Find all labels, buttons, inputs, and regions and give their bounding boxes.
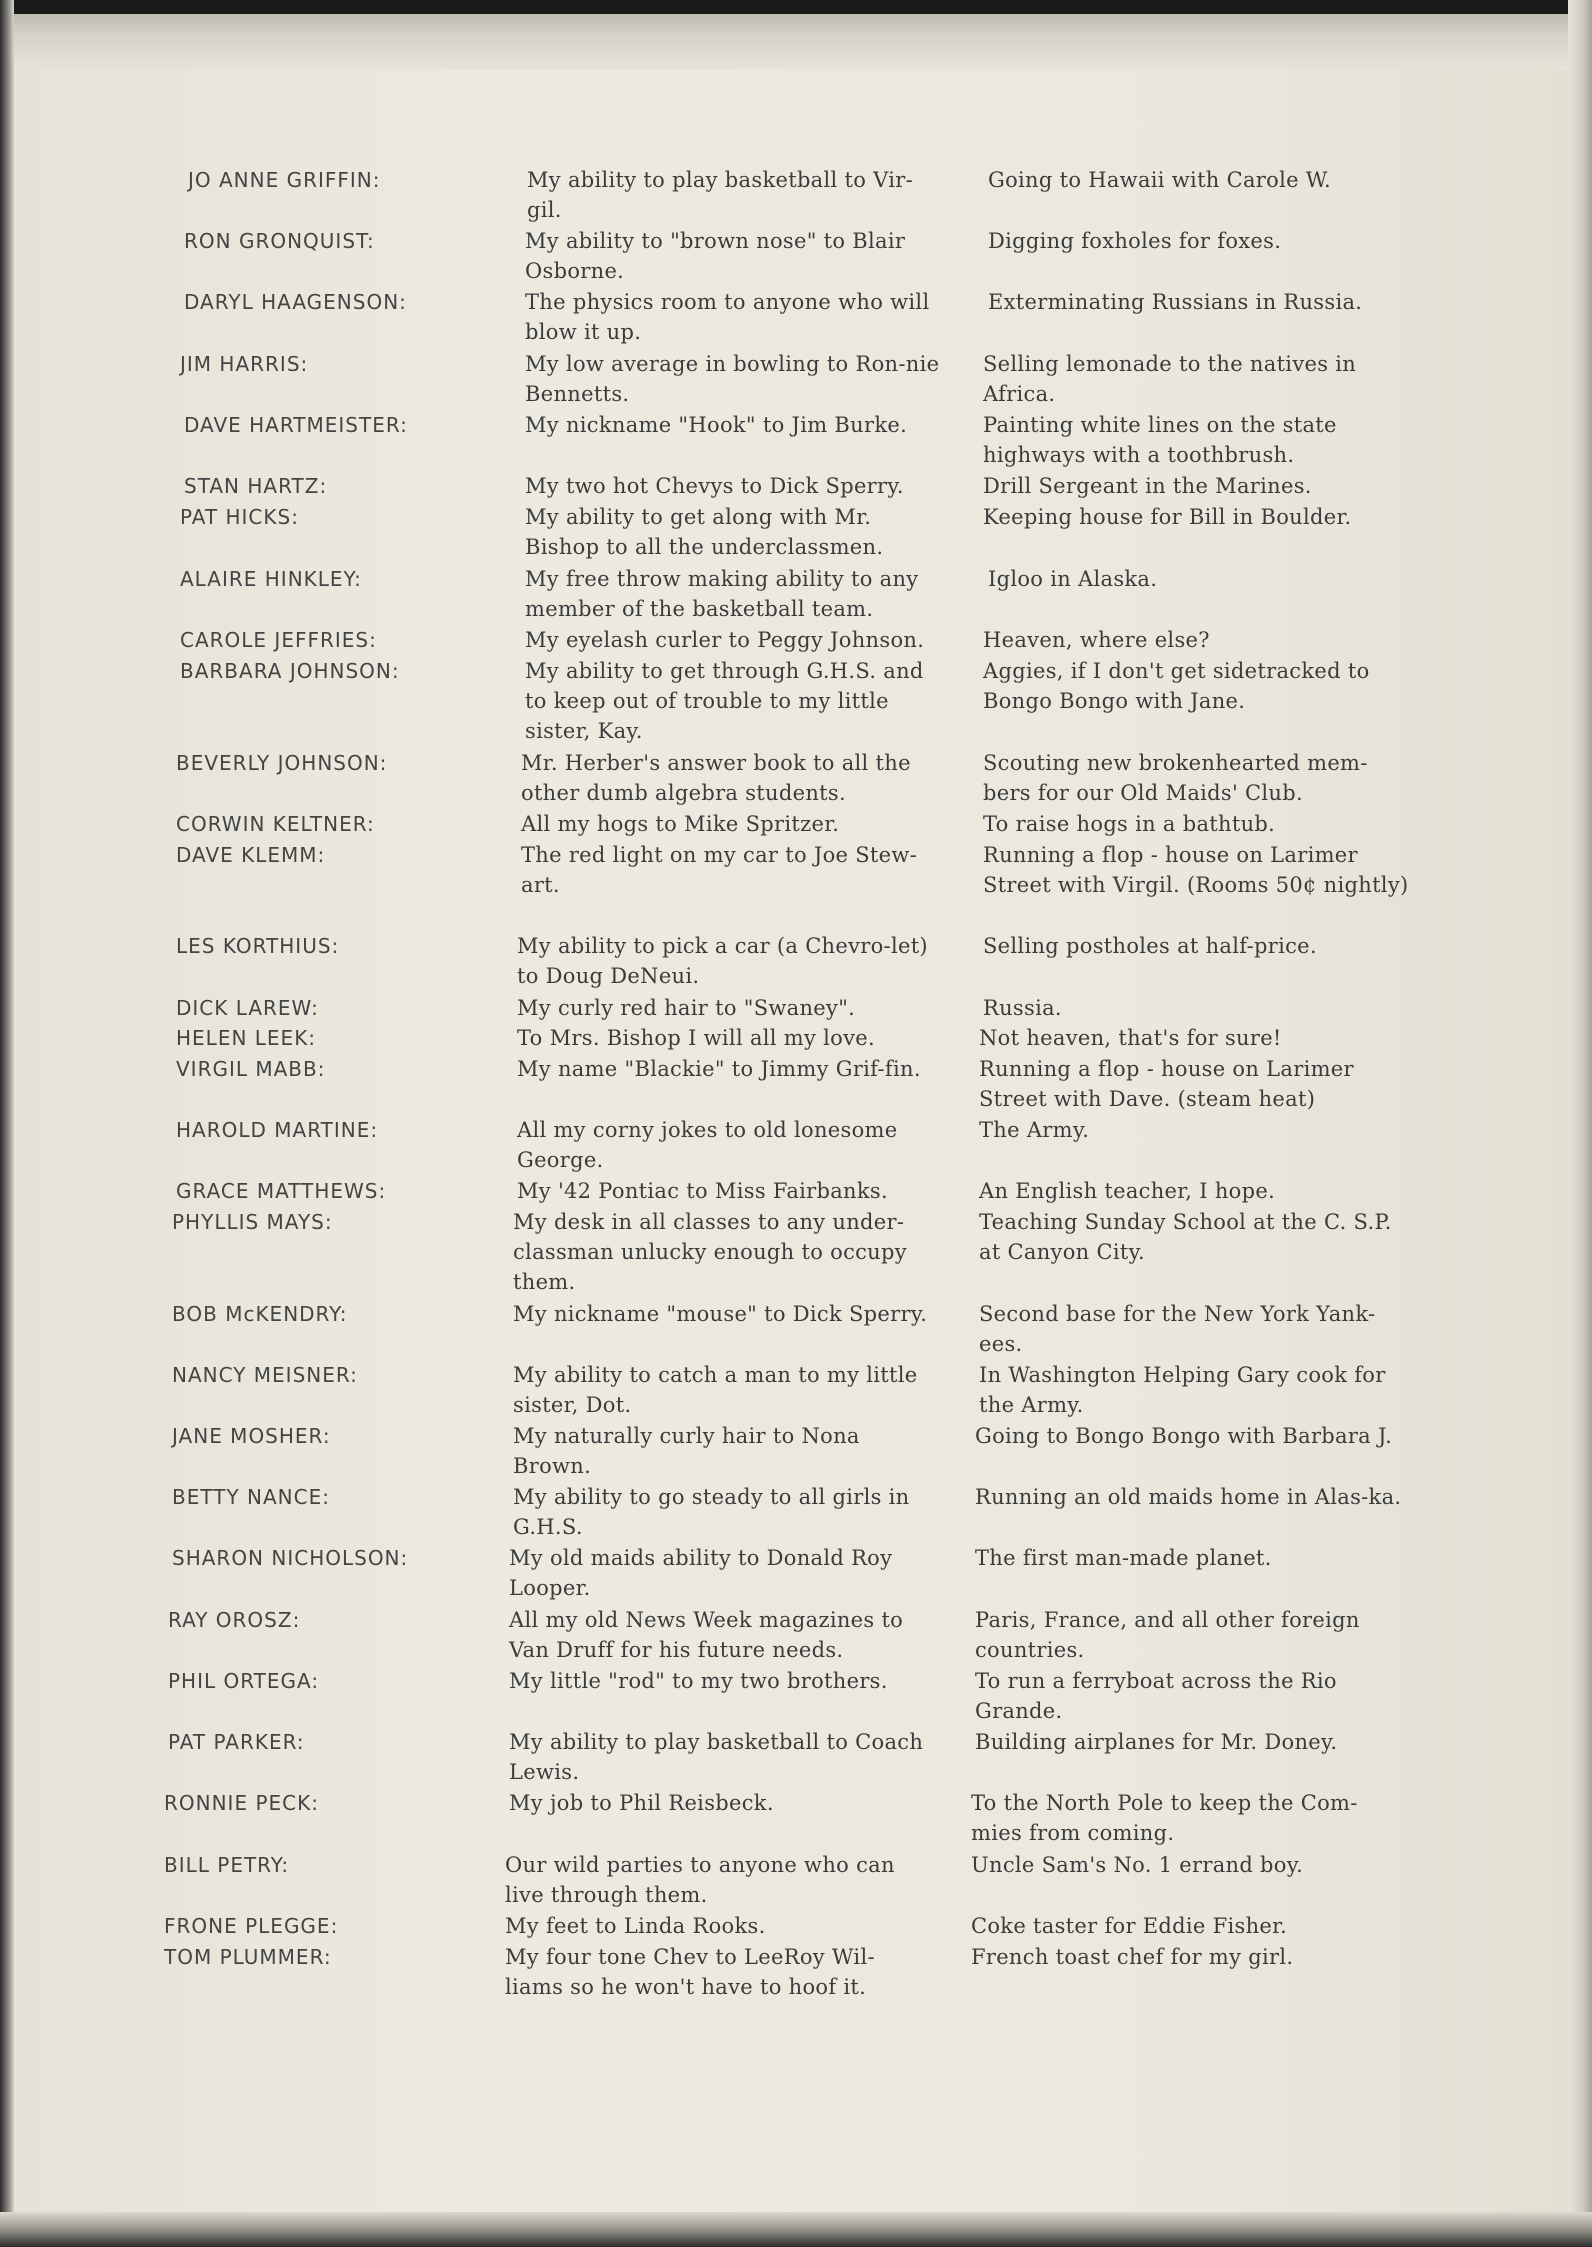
future-text: Running an old maids home in Alas-ka. [975, 1485, 1402, 1509]
future-text: Paris, France, and all other foreign countries. [975, 1608, 1360, 1662]
will-text: My naturally curly hair to Nona Brown. [513, 1424, 860, 1478]
future-text: To raise hogs in a bathtub. [983, 812, 1276, 836]
student-name: LES KORTHIUS: [176, 934, 340, 958]
student-name: STAN HARTZ: [184, 474, 328, 498]
will-text: My ability to get along with Mr. Bishop to all the underclassmen. [525, 505, 884, 559]
future-text: The first man-made planet. [975, 1546, 1272, 1570]
will-text: My name "Blackie" to Jimmy Grif-fin. [517, 1057, 921, 1081]
student-name: PAT HICKS: [180, 505, 299, 529]
student-name: RAY OROSZ: [168, 1608, 301, 1632]
will-text: The red light on my car to Joe Stew-art. [521, 843, 918, 897]
will-text: All my old News Week magazines to Van Druff for his future needs. [509, 1608, 904, 1662]
student-name: JANE MOSHER: [172, 1424, 331, 1448]
student-name: PHIL ORTEGA: [168, 1669, 320, 1693]
future-text: Second base for the New York Yank-ees. [979, 1302, 1376, 1356]
future-text: Drill Sergeant in the Marines. [983, 474, 1312, 498]
will-text: My old maids ability to Donald Roy Looper. [509, 1546, 893, 1600]
will-text: My job to Phil Reisbeck. [509, 1791, 774, 1815]
student-name: BEVERLY JOHNSON: [176, 751, 388, 775]
will-text: My nickname "mouse" to Dick Sperry. [513, 1302, 928, 1326]
future-text: Scouting new brokenhearted mem-bers for our Old Maids' Club. [983, 751, 1368, 805]
will-text: My feet to Linda Rooks. [505, 1914, 766, 1938]
student-name: VIRGIL MABB: [176, 1057, 326, 1081]
future-text: Igloo in Alaska. [988, 567, 1158, 591]
student-name: DAVE HARTMEISTER: [184, 413, 408, 437]
will-text: Our wild parties to anyone who can live through them. [505, 1853, 895, 1907]
will-text: My ability to play basketball to Vir-gil. [527, 168, 914, 222]
will-text: My nickname "Hook" to Jim Burke. [525, 413, 908, 437]
will-text: Mr. Herber's answer book to all the other dumb algebra students. [521, 751, 911, 805]
future-text: French toast chef for my girl. [971, 1945, 1294, 1969]
will-text: My four tone Chev to LeeRoy Wil-liams so he won't have to hoof it. [505, 1945, 875, 1999]
will-text: My low average in bowling to Ron-nie Bennetts. [525, 352, 940, 406]
future-text: Building airplanes for Mr. Doney. [975, 1730, 1338, 1754]
student-name: GRACE MATTHEWS: [176, 1179, 387, 1203]
will-text: The physics room to anyone who will blow it up. [525, 290, 930, 344]
student-name: HELEN LEEK: [176, 1026, 317, 1050]
future-text: Uncle Sam's No. 1 errand boy. [971, 1853, 1304, 1877]
student-name: RONNIE PECK: [164, 1791, 319, 1815]
student-name: ALAIRE HINKLEY: [180, 567, 362, 591]
future-text: The Army. [979, 1118, 1090, 1142]
will-text: To Mrs. Bishop I will all my love. [517, 1026, 875, 1050]
student-name: TOM PLUMMER: [164, 1945, 332, 1969]
will-text: My ability to play basketball to Coach Lewis. [509, 1730, 924, 1784]
future-text: Going to Hawaii with Carole W. [988, 168, 1331, 192]
future-text: In Washington Helping Gary cook for the Army. [979, 1363, 1386, 1417]
will-text: All my corny jokes to old lonesome George. [517, 1118, 898, 1172]
student-name: BETTY NANCE: [172, 1485, 330, 1509]
student-name: CORWIN KELTNER: [176, 812, 375, 836]
student-name: DICK LAREW: [176, 996, 319, 1020]
student-name: CAROLE JEFFRIES: [180, 628, 377, 652]
future-text: Teaching Sunday School at the C. S.P. at Canyon City. [979, 1210, 1392, 1264]
will-text: My free throw making ability to any member of the basketball team. [525, 567, 919, 621]
future-text: Coke taster for Eddie Fisher. [971, 1914, 1288, 1938]
future-text: Not heaven, that's for sure! [979, 1026, 1282, 1050]
student-name: PHYLLIS MAYS: [172, 1210, 333, 1234]
student-name: JO ANNE GRIFFIN: [188, 168, 381, 192]
future-text: Painting white lines on the state highways with a toothbrush. [983, 413, 1337, 467]
student-name: NANCY MEISNER: [172, 1363, 358, 1387]
future-text: Exterminating Russians in Russia. [988, 290, 1363, 314]
will-text: My ability to "brown nose" to Blair Osborne. [525, 229, 906, 283]
future-text: An English teacher, I hope. [979, 1179, 1276, 1203]
will-text: My ability to get through G.H.S. and to keep out of trouble to my little sister, Kay. [525, 659, 924, 743]
will-text: My curly red hair to "Swaney". [517, 996, 856, 1020]
future-text: To the North Pole to keep the Com-mies from coming. [971, 1791, 1358, 1845]
future-text: Selling postholes at half-price. [983, 934, 1317, 958]
will-text: All my hogs to Mike Spritzer. [521, 812, 840, 836]
student-name: JIM HARRIS: [180, 352, 309, 376]
will-text: My eyelash curler to Peggy Johnson. [525, 628, 925, 652]
student-name: FRONE PLEGGE: [164, 1914, 339, 1938]
future-text: Selling lemonade to the natives in Africa. [983, 352, 1357, 406]
will-text: My '42 Pontiac to Miss Fairbanks. [517, 1179, 888, 1203]
future-text: Running a flop - house on Larimer Street with Virgil. (Rooms 50¢ nightly) [983, 843, 1409, 897]
future-text: Heaven, where else? [983, 628, 1210, 652]
future-text: Keeping house for Bill in Boulder. [983, 505, 1352, 529]
student-name: PAT PARKER: [168, 1730, 305, 1754]
future-text: Russia. [983, 996, 1062, 1020]
student-name: BARBARA JOHNSON: [180, 659, 400, 683]
student-name: RON GRONQUIST: [184, 229, 375, 253]
student-name: BOB McKENDRY: [172, 1302, 348, 1326]
student-name: HAROLD MARTINE: [176, 1118, 379, 1142]
will-text: My ability to pick a car (a Chevro-let) to Doug DeNeui. [517, 934, 928, 988]
will-text: My ability to catch a man to my little sister, Dot. [513, 1363, 918, 1417]
student-name: DAVE KLEMM: [176, 843, 326, 867]
future-text: Running a flop - house on Larimer Street with Dave. (steam heat) [979, 1057, 1354, 1111]
future-text: Aggies, if I don't get sidetracked to Bongo Bongo with Jane. [983, 659, 1370, 713]
will-text: My two hot Chevys to Dick Sperry. [525, 474, 904, 498]
student-name: BILL PETRY: [164, 1853, 290, 1877]
will-text: My little "rod" to my two brothers. [509, 1669, 888, 1693]
will-text: My ability to go steady to all girls in G.H.S. [513, 1485, 910, 1539]
future-text: Digging foxholes for foxes. [988, 229, 1282, 253]
future-text: Going to Bongo Bongo with Barbara J. [975, 1424, 1393, 1448]
will-text: My desk in all classes to any under-classman unlucky enough to occupy them. [513, 1210, 907, 1294]
student-name: DARYL HAAGENSON: [184, 290, 407, 314]
student-name: SHARON NICHOLSON: [172, 1546, 409, 1570]
future-text: To run a ferryboat across the Rio Grande. [975, 1669, 1337, 1723]
